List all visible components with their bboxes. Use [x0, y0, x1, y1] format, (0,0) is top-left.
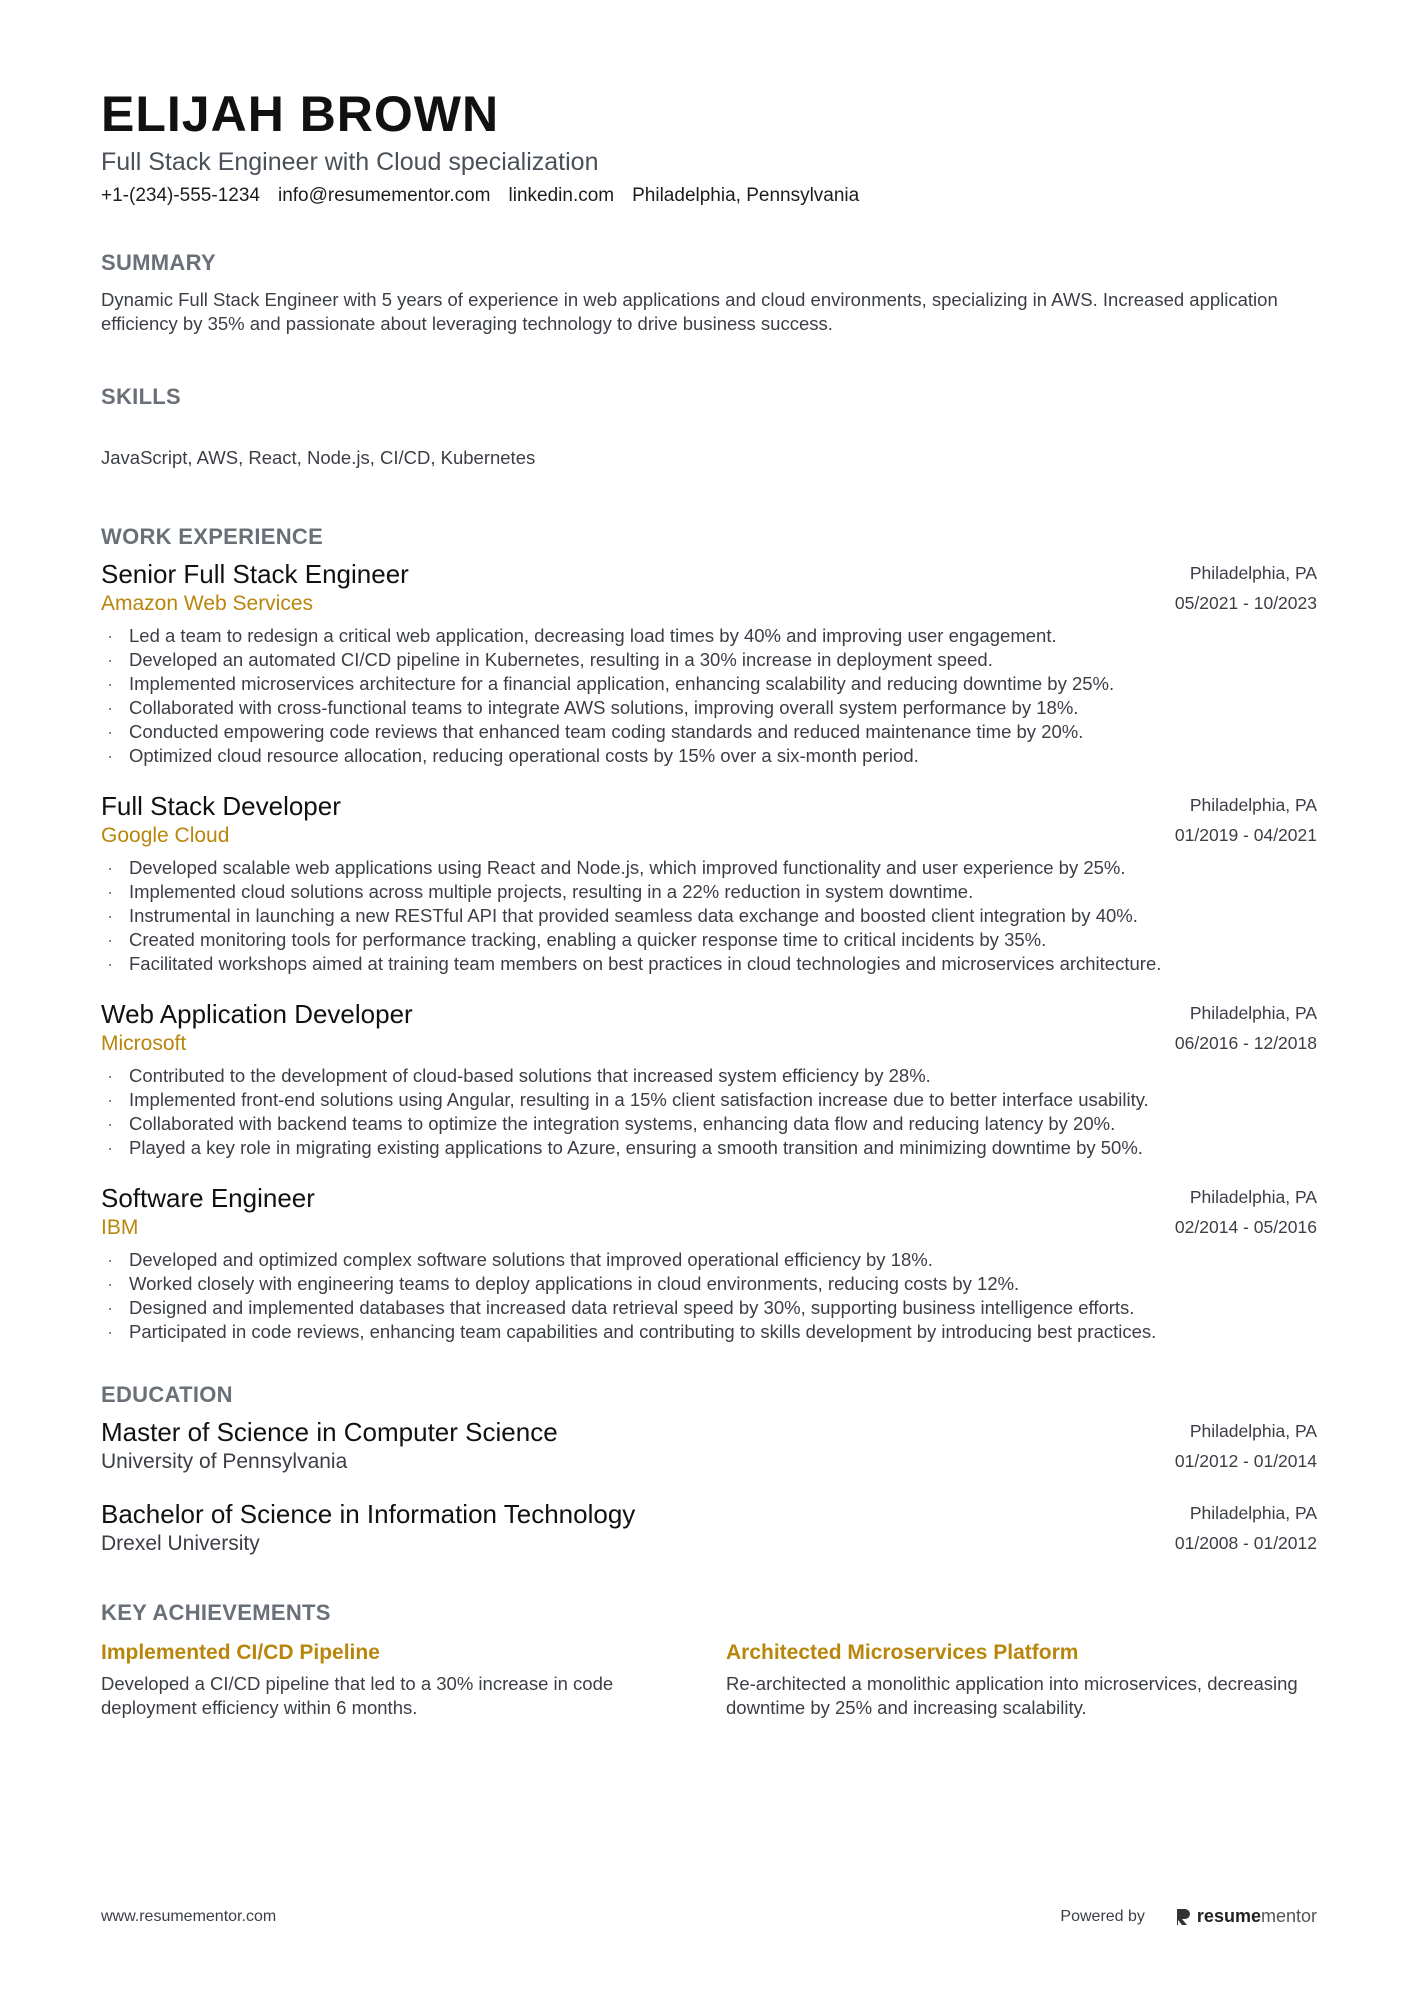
job-role: Full Stack Developer — [101, 791, 341, 821]
job-bullet: · Designed and implemented databases that increased data retrieval speed by 30%, supporting business intelligence efforts. — [107, 1297, 1135, 1318]
experience-title: WORK EXPERIENCE — [101, 524, 324, 549]
job-role: Software Engineer — [101, 1183, 315, 1213]
education-dates: 01/2012 - 01/2014 — [1174, 1451, 1317, 1471]
job-bullet: · Facilitated workshops aimed at training team members on best practices in cloud technologies and microservices architecture. — [107, 953, 1162, 974]
job-company: Microsoft — [101, 1032, 187, 1055]
job-location: Philadelphia, PA — [1189, 1187, 1317, 1207]
achievement-desc: Developed a CI/CD pipeline that led to a 30% increase in code deployment efficiency within 6 months. — [101, 1673, 614, 1718]
job-bullet: · Conducted empowering code reviews that enhanced team coding standards and reduced maintenance time by 20%. — [107, 721, 1084, 742]
page-footer — [101, 1906, 1317, 1927]
summary-title: SUMMARY — [101, 250, 216, 275]
job-bullet: · Created monitoring tools for performance tracking, enabling a quicker response time to critical incidents by 35%. — [107, 929, 1047, 950]
education-entry — [101, 1416, 1317, 1476]
powered-by-label: Powered by — [1060, 1907, 1145, 1925]
resume-page — [101, 84, 1317, 1720]
job-location: Philadelphia, PA — [1189, 795, 1317, 815]
job-bullet: · Instrumental in launching a new RESTful API that provided seamless data exchange and boosted client integration by 40%. — [107, 905, 1138, 926]
education-location: Philadelphia, PA — [1189, 1421, 1317, 1441]
job-entry — [101, 558, 1317, 768]
job-bullet: · Collaborated with backend teams to optimize the integration systems, enhancing data flow and reducing latency by 20%. — [107, 1113, 1116, 1134]
job-bullet: · Developed scalable web applications using React and Node.js, which improved functionality and user experience by 25%. — [107, 857, 1126, 878]
job-dates: 06/2016 - 12/2018 — [1174, 1033, 1317, 1053]
skills-section — [101, 382, 1317, 470]
job-entry — [101, 998, 1317, 1160]
job-role: Web Application Developer — [101, 999, 413, 1029]
footer-website-link[interactable]: www.resumementor.com — [101, 1907, 277, 1925]
job-bullet: · Developed and optimized complex software solutions that improved operational efficiency by 18%. — [107, 1249, 933, 1270]
candidate-name: ELIJAH BROWN — [101, 86, 500, 142]
job-company: IBM — [101, 1216, 139, 1239]
job-bullets — [101, 1064, 1317, 1160]
contact-location: Philadelphia, Pennsylvania — [632, 185, 860, 206]
job-bullet: · Implemented cloud solutions across multiple projects, resulting in a 22% reduction in system downtime. — [107, 881, 974, 902]
job-bullet: · Implemented front-end solutions using Angular, resulting in a 15% client satisfaction increase due to better interface usability. — [107, 1089, 1149, 1110]
experience-section — [101, 522, 1317, 1344]
achievements-section — [101, 1598, 1317, 1720]
education-degree: Bachelor of Science in Information Technology — [101, 1499, 636, 1529]
achievement-title: Implemented CI/CD Pipeline — [101, 1641, 380, 1664]
achievement-item — [726, 1638, 1317, 1720]
job-bullet: · Participated in code reviews, enhancing team capabilities and contributing to skills development by introducing best practices. — [107, 1321, 1157, 1342]
brand-logo[interactable] — [1175, 1906, 1317, 1927]
job-dates: 02/2014 - 05/2016 — [1174, 1217, 1317, 1237]
summary-text: Dynamic Full Stack Engineer with 5 years of experience in web applications and cloud environments, specializing in AWS. Increased application efficiency by 35% and passionate about leveraging technology to drive business success. — [101, 289, 1278, 334]
education-dates: 01/2008 - 01/2012 — [1174, 1533, 1317, 1553]
contact-phone: +1-(234)-555-1234 — [101, 185, 260, 206]
job-bullets — [101, 856, 1317, 976]
education-entry — [101, 1498, 1317, 1558]
achievement-title: Architected Microservices Platform — [726, 1641, 1079, 1664]
job-location: Philadelphia, PA — [1189, 1003, 1317, 1023]
job-bullet: · Led a team to redesign a critical web application, decreasing load times by 40% and improving user engagement. — [107, 625, 1057, 646]
job-company: Amazon Web Services — [101, 592, 314, 615]
summary-section — [101, 248, 1317, 336]
skills-text: JavaScript, AWS, React, Node.js, CI/CD, Kubernetes — [101, 447, 536, 468]
job-entry — [101, 1182, 1317, 1344]
achievements-title: KEY ACHIEVEMENTS — [101, 1600, 331, 1625]
job-company: Google Cloud — [101, 824, 230, 847]
job-bullet: · Developed an automated CI/CD pipeline in Kubernetes, resulting in a 30% increase in deployment speed. — [107, 649, 993, 670]
candidate-tagline: Full Stack Engineer with Cloud specialization — [101, 148, 599, 176]
achievement-desc: Re-architected a monolithic application into microservices, decreasing downtime by 25% and increasing scalability. — [726, 1673, 1298, 1718]
job-role: Senior Full Stack Engineer — [101, 559, 409, 589]
job-bullet: · Implemented microservices architecture for a financial application, enhancing scalability and reducing downtime by 25%. — [107, 673, 1115, 694]
achievement-item — [101, 1638, 692, 1720]
education-location: Philadelphia, PA — [1189, 1503, 1317, 1523]
skills-title: SKILLS — [101, 384, 182, 409]
brand-bold: resume — [1196, 1906, 1261, 1926]
job-location: Philadelphia, PA — [1189, 563, 1317, 583]
job-dates: 05/2021 - 10/2023 — [1174, 593, 1317, 613]
education-degree: Master of Science in Computer Science — [101, 1417, 558, 1447]
job-bullet: · Contributed to the development of cloud-based solutions that increased system efficiency by 28%. — [107, 1065, 931, 1086]
job-bullet: · Collaborated with cross-functional teams to integrate AWS solutions, improving overall system performance by 18%. — [107, 697, 1079, 718]
education-title: EDUCATION — [101, 1382, 233, 1407]
resumementor-logo-icon — [1175, 1907, 1191, 1927]
contact-row — [101, 182, 1317, 210]
job-dates: 01/2019 - 04/2021 — [1174, 825, 1317, 845]
brand-light: mentor — [1260, 1906, 1317, 1926]
job-bullet: · Played a key role in migrating existing applications to Azure, ensuring a smooth transition and minimizing downtime by 50%. — [107, 1137, 1143, 1158]
contact-email: info@resumementor.com — [277, 185, 491, 206]
education-section — [101, 1380, 1317, 1558]
education-school: Drexel University — [101, 1532, 260, 1555]
job-entry — [101, 790, 1317, 976]
powered-by — [1060, 1906, 1317, 1927]
job-bullets — [101, 624, 1317, 768]
education-school: University of Pennsylvania — [101, 1450, 348, 1473]
contact-linkedin: linkedin.com — [508, 185, 615, 206]
job-bullets — [101, 1248, 1317, 1344]
job-bullet: · Worked closely with engineering teams to deploy applications in cloud environments, reducing costs by 12%. — [107, 1273, 1020, 1294]
job-bullet: · Optimized cloud resource allocation, reducing operational costs by 15% over a six-month period. — [107, 745, 919, 766]
